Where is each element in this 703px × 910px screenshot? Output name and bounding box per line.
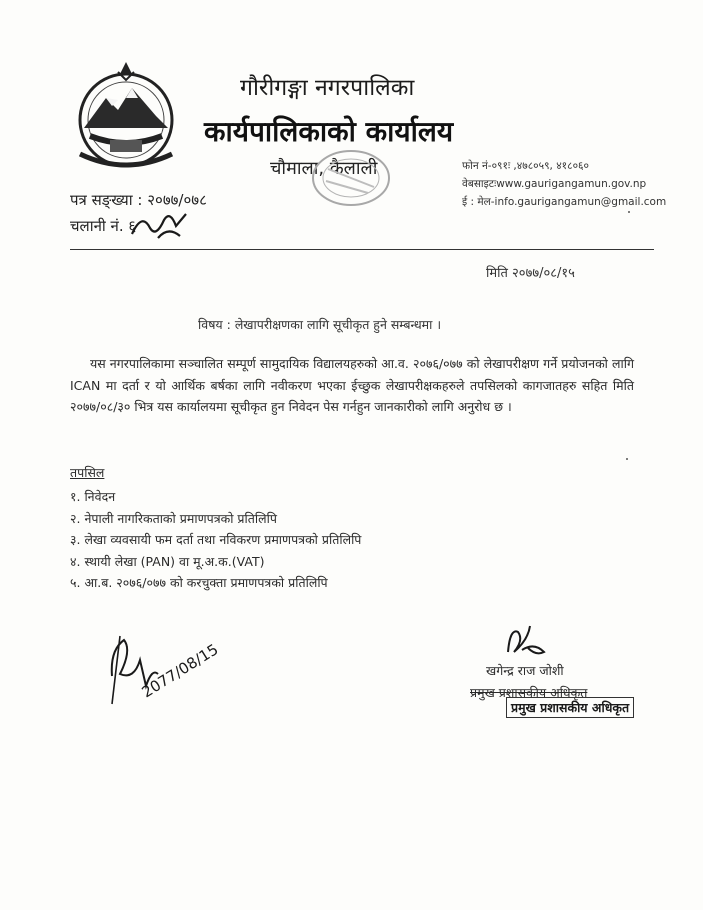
header-divider xyxy=(70,249,654,250)
municipality-name: गौरीगङ्गा नगरपालिका xyxy=(240,75,415,101)
list-item: ५. आ.ब. २०७६/०७७ को करचुक्ता प्रमाणपत्रको प्रतिलिपि xyxy=(70,575,328,590)
list-item: ३. लेखा व्यवसायी फम दर्ता तथा नविकरण प्रमाणपत्रको प्रतिलिपि xyxy=(70,532,362,547)
list-item: १. निवेदन xyxy=(70,489,116,504)
left-signature xyxy=(106,620,222,712)
attachments-list xyxy=(70,486,361,594)
phone-number: फोन नं-०९१ः ,४७८०५९, ४१८०६० xyxy=(462,160,589,172)
attachments-title: तपसिल xyxy=(70,465,105,480)
website: वेबसाइटःwww.gaurigangamun.gov.np xyxy=(462,178,647,190)
dispatch-number: चलानी नं. ६ xyxy=(70,217,137,235)
list-item: ४. स्थायी लेखा (PAN) वा मू.अ.क.(VAT) xyxy=(70,553,265,569)
dispatch-scribble-icon xyxy=(128,208,192,244)
office-location: चौमाला, कैलाली xyxy=(270,158,378,179)
list-item: २. नेपाली नागरिकताको प्रमाणपत्रको प्रतिलिपि xyxy=(70,510,277,526)
letter-number: पत्र सङ्ख्या : २०७७/०७८ xyxy=(70,191,207,209)
paper-speck xyxy=(626,458,628,460)
round-stamp-icon xyxy=(308,147,394,209)
letter-date: मिति २०७७/०८/१५ xyxy=(486,266,575,281)
paper-speck xyxy=(628,211,630,213)
email: ई : मेल-info.gaurigangamun@gmail.com xyxy=(462,196,667,208)
subject-line: विषय : लेखापरीक्षणका लागि सूचीकृत हुने सम्बन्धमा । xyxy=(198,317,442,332)
officer-name: खगेन्द्र राज जोशी xyxy=(486,663,564,678)
right-signature xyxy=(500,622,550,662)
contact-block xyxy=(462,157,666,211)
nepal-emblem-icon xyxy=(66,58,186,176)
handwritten-date: 2077/08/15 xyxy=(138,640,222,702)
officer-title-text: प्रमुख प्रशासकीय अधिकृत xyxy=(470,685,588,700)
office-name: कार्यपालिकाको कार्यालय xyxy=(204,115,454,148)
body-paragraph: यस नगरपालिकामा सञ्चालित सम्पूर्ण सामुदायिक विद्यालयहरुको आ.व. २०७६/०७७ को लेखापरीक्षण गर्ने प्रयोजनको लागि ICAN मा दर्ता र यो आर्थिक बर्षका लागि नवीकरण भएका ईच्छुक लेखापरीक्षकहरुले तपसिलको कागजातहरु सहित मिति २०७७/०८/३० भित्र यस कार्यालयमा सूचीकृत हुन निवेदन पेस गर्नहुन जानकारीको लागि अनुरोध छ । xyxy=(70,356,634,414)
officer-stamp: प्रमुख प्रशासकीय अधिकृत xyxy=(506,697,634,718)
